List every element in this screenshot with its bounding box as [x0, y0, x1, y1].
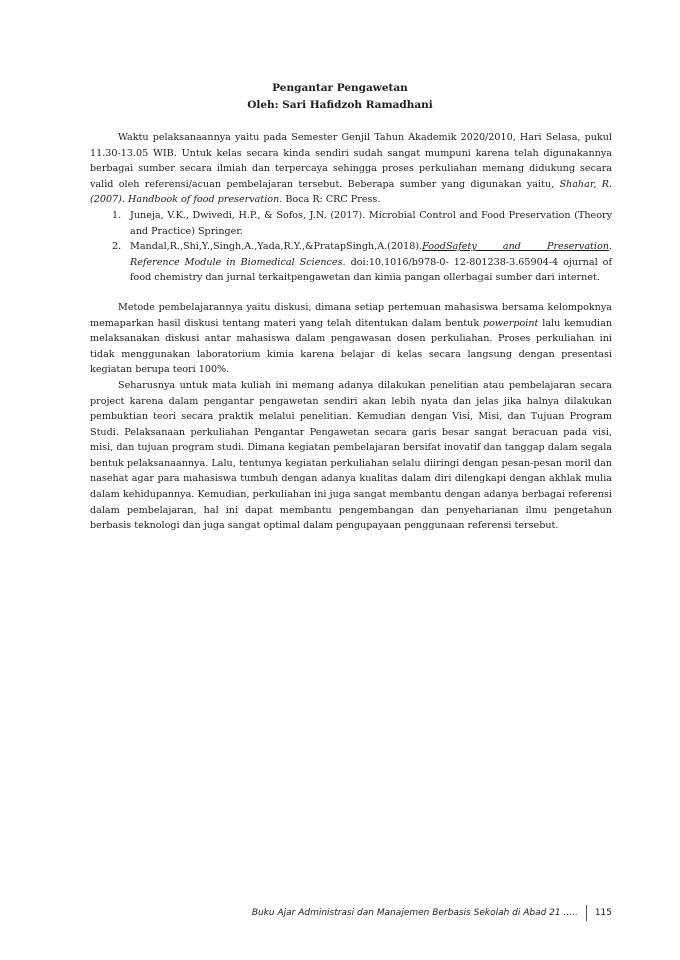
reference-sep: . — [608, 241, 612, 253]
reference-journal: Reference Module in Biomedical Sciences — [130, 256, 343, 268]
page-footer — [90, 904, 612, 922]
recommendation-paragraph: Seharusnya untuk mata kuliah ini memang adanya dilakukan penelitian atau pembelajaran secara project karena dalam pengantar pengawetan sendiri akan lebih nyata dan jelas jika halnya dilakukan pembuktian teori secara praktik melalui penelitian. Kemudian dengan Visi, Misi, dan Tujuan Program Studi. Pelaksanaan perkuliahan Pengantar Pengawetan secara garis besar sangat beracuan pada visi, misi, dan tujuan program studi. Dimana kegiatan pembelajaran bersifat inovatif dan tanggap dalam segala bentuk pelaksanaannya. Lalu, tentunya kegiatan perkuliahan selalu diiringi dengan pesan-pesan moril dan nasehat agar para mahasiswa tumbuh dengan adanya kualitas dalam diri dilengkapi dengan akhlak mulia dalam kehidupannya. Kemudian, perkuliahan ini juga sangat membantu dengan adanya berbagai referensi dalam pembelajaran, hal ini dapat membantu pengembangan dan penyeharianan ilmu pengetahun berbasis teknologi dan juga sangat optimal dalam pengupayaan penggunaan referensi tersebut. — [90, 379, 612, 532]
reference-list — [90, 208, 612, 286]
intro-paragraph — [90, 130, 612, 208]
footer-divider — [586, 905, 587, 921]
method-powerpoint: powerpoint — [483, 317, 539, 329]
document-author: Oleh: Sari Hafidzoh Ramadhani — [247, 99, 433, 111]
intro-source-title: Handbook of food preservation — [128, 194, 280, 206]
intro-source-publisher: . Boca R: CRC Press. — [279, 194, 381, 206]
reference-text: Juneja, V.K., Dwivedi, H.P., & Sofos, J.N. (2017). Microbial Control and Food Preservation (Theory and Practice) Springer. — [130, 209, 612, 237]
reference-item — [90, 208, 612, 239]
document-body — [90, 130, 612, 534]
footer-book-title: Buku Ajar Administrasi dan Manajemen Berbasis Sekolah di Abad 21 ..... — [251, 908, 578, 918]
reference-item — [90, 239, 612, 286]
reference-number: 1. — [112, 209, 122, 221]
method-paragraph — [90, 300, 612, 378]
document-title: Pengantar Pengawetan — [272, 82, 408, 94]
reference-doi: . doi:10.1016/b978-0- 12-801238-3.65904-4 ojurnal of food chemistry dan jurnal terkaitpengawetan dan kimia pangan ollerbagai sumber dari internet. — [130, 256, 612, 284]
reference-title: FoodSafety and Preservation — [422, 241, 609, 253]
spacer — [90, 286, 612, 300]
title-block — [90, 80, 590, 114]
reference-number: 2. — [112, 241, 122, 253]
method-text-rest: lalu kemudian melaksanakan diskusi antar mahasiswa dalam pengawasan dosen perkuliahan. Proses perkuliahan ini tidak menggunakan laboratorium kimia karena belajar di kelas secara langsung dengan presentasi kegiatan berupa teori 100%. — [90, 317, 612, 376]
page-number: 115 — [594, 908, 612, 918]
intro-source-author: Shahar, R. (2007). — [90, 178, 612, 206]
method-text: Metode pembelajarannya yaitu diskusi, dimana setiap pertemuan mahasiswa bersama kelompoknya memaparkan hasil diskusi tentang materi yang telah ditentukan dalam bentuk — [90, 301, 612, 329]
reference-authors: Mandal,R.,Shi,Y.,Singh,A.,Yada,R.Y.,&PratapSingh,A.(2018). — [130, 241, 423, 253]
intro-text: Waktu pelaksanaannya yaitu pada Semester Genjil Tahun Akademik 2020/2010, Hari Selasa, pukul 11.30-13.05 WIB. Untuk kelas secara kinda sendiri sudah sangat mumpuni karena telah digunakannya berbagai sumber secara ilmiah dan terpercaya sehingga proses perkuliahan memang didukung secara valid oleh referensi/acuan pembelajaran tersebut. Beberapa sumber yang digunakan yaitu, — [90, 132, 612, 190]
